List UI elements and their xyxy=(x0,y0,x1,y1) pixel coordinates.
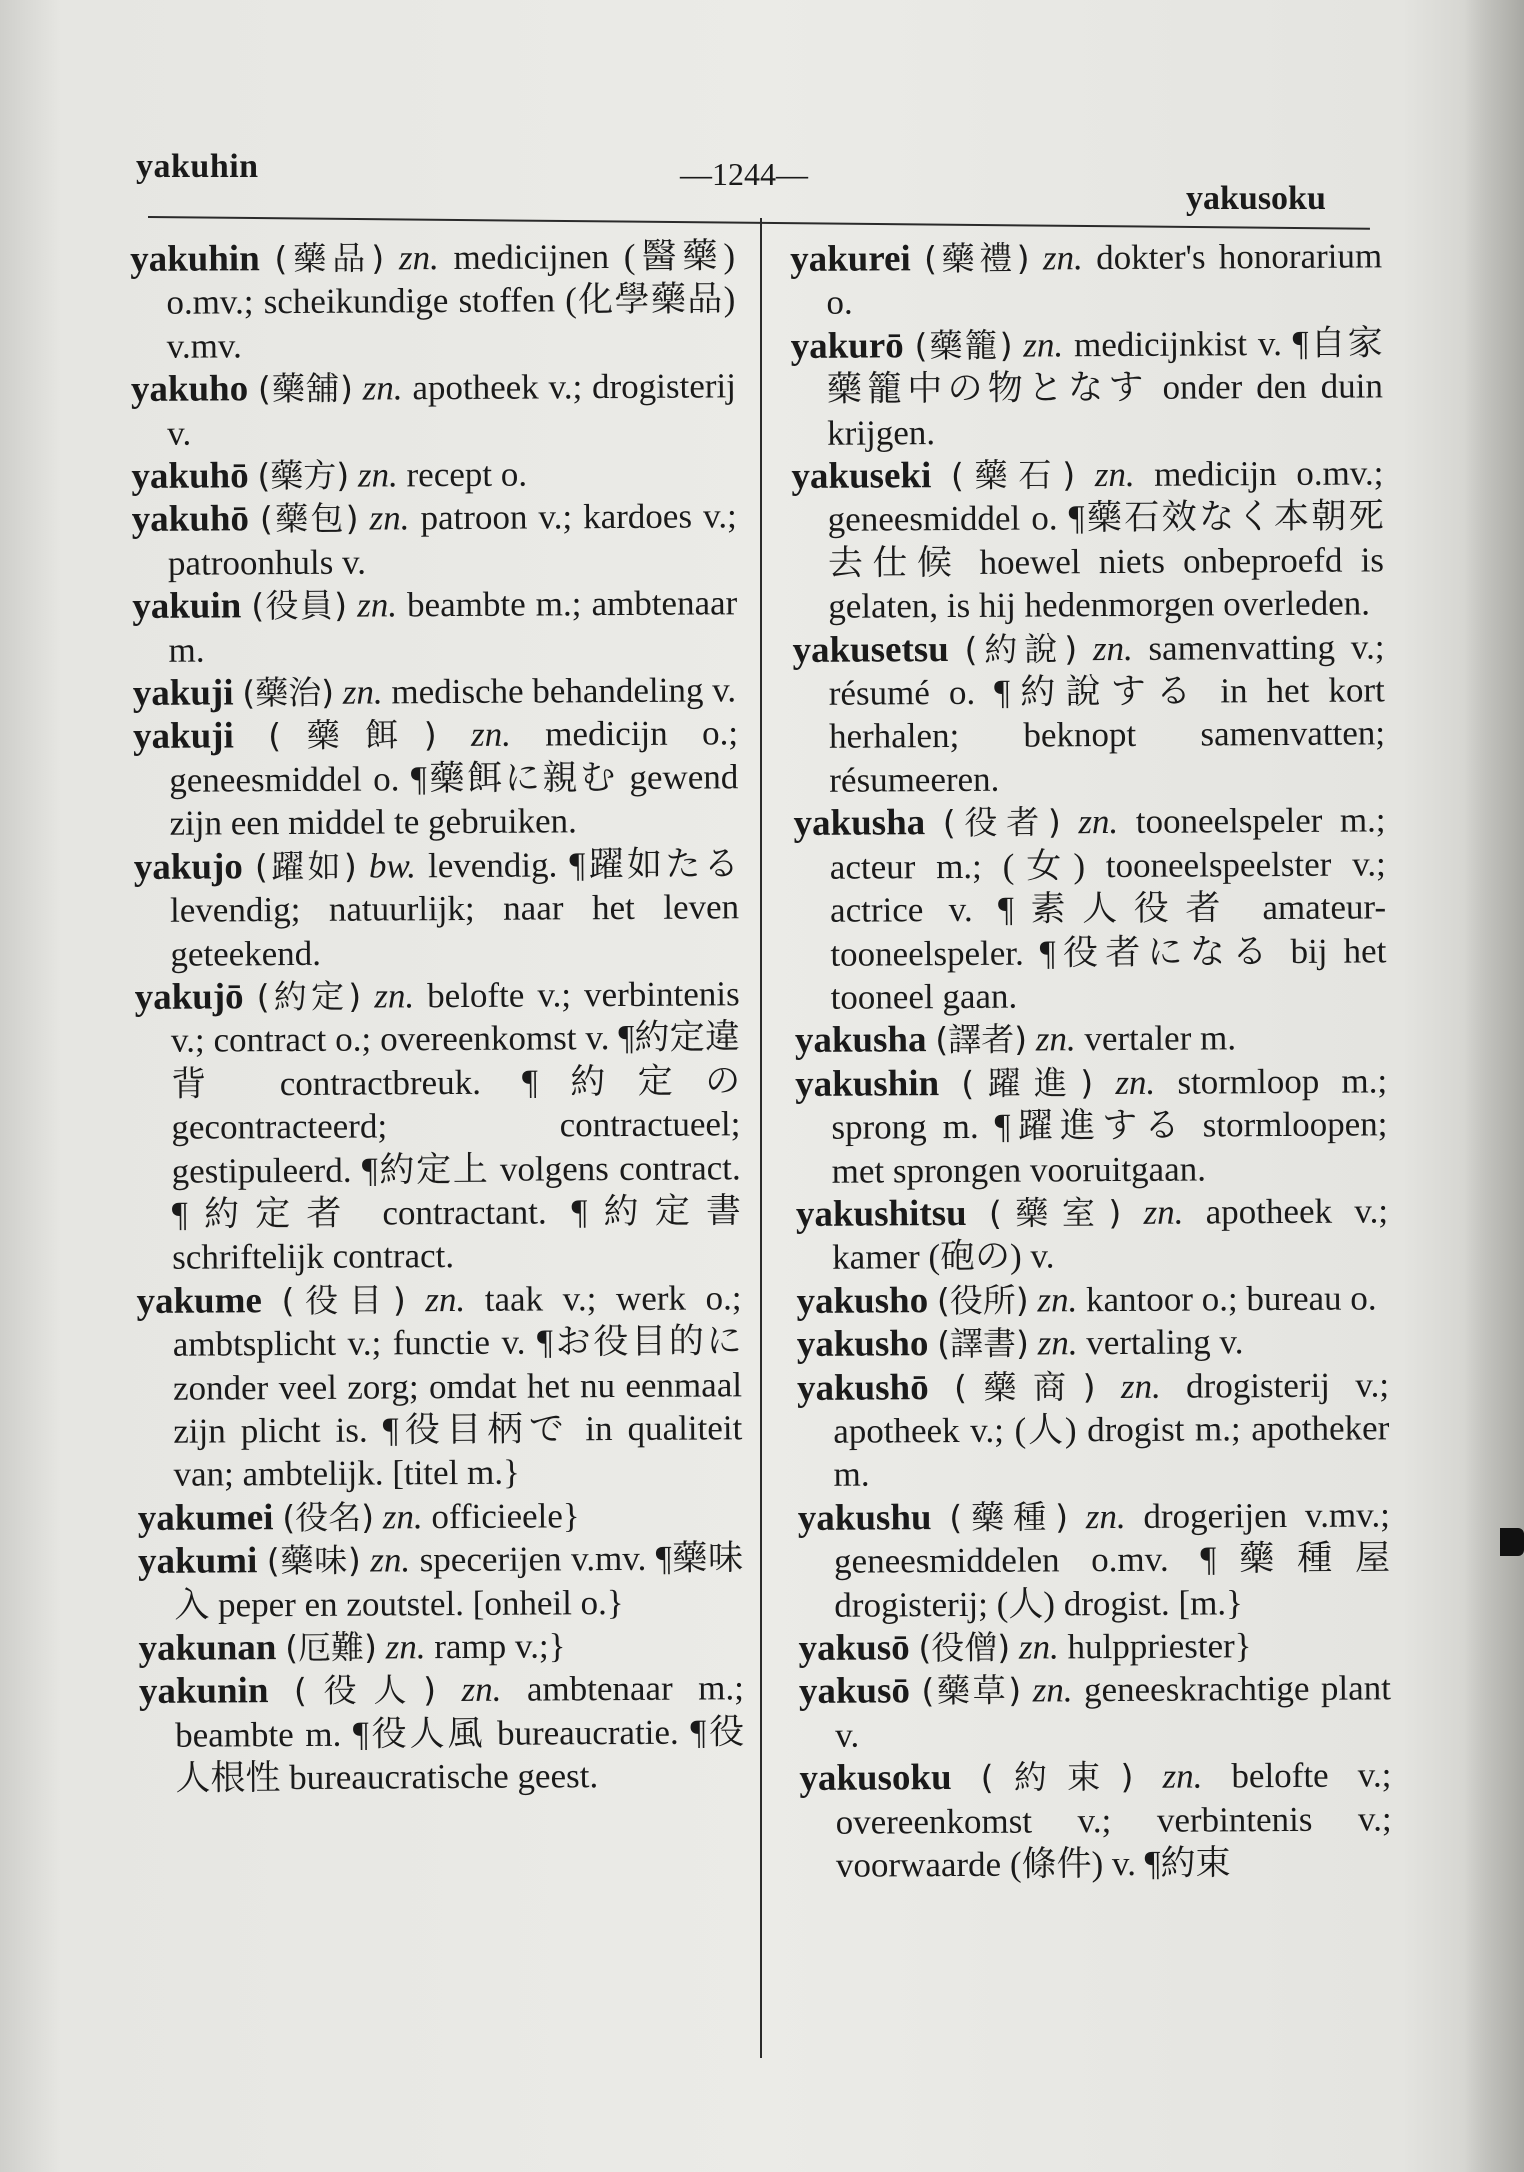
headword: yakusoku xyxy=(799,1757,952,1800)
entry-definition: apotheek v.; kamer (砲の) v. xyxy=(832,1191,1389,1278)
left-column xyxy=(130,234,745,1800)
entry-kanji: (役所) xyxy=(936,1280,1029,1320)
headword: yakuhō xyxy=(131,455,249,498)
entry-definition: belofte v.; verbintenis v.; contract o.; overeenkomst v. ¶約定違背 contractbreuk. ¶約定の gecontracteerd; contractueel; gestipuleerd. ¶約定上 volgens contract. ¶約定者 contractant. ¶約定書 schriftelijk contract. xyxy=(170,974,742,1278)
headword: yakumei xyxy=(137,1496,274,1539)
grammar-label: zn. xyxy=(1120,1366,1161,1406)
dictionary-entry xyxy=(139,1667,745,1801)
entry-definition: drogisterij v.; apotheek v.; (人) drogist m.; apotheker m. xyxy=(833,1364,1390,1495)
entry-kanji: (藥籠) xyxy=(914,325,1013,366)
dictionary-entry xyxy=(791,451,1384,628)
dictionary-entry xyxy=(138,1536,744,1627)
entry-kanji: (藥商) xyxy=(953,1366,1096,1407)
headword: yakunan xyxy=(138,1627,277,1669)
headword: yakusō xyxy=(798,1670,911,1713)
dictionary-entry xyxy=(130,234,736,368)
dictionary-entry xyxy=(131,451,736,498)
dictionary-entry xyxy=(132,582,738,673)
entry-definition: medicijn o.; geneesmiddel o. ¶藥餌に親む gewend zijn een middel te gebruiken. xyxy=(169,713,739,844)
dictionary-entry xyxy=(795,1016,1387,1063)
dictionary-entry xyxy=(796,1189,1389,1279)
grammar-label: zn. xyxy=(357,455,398,495)
dictionary-entry xyxy=(795,1059,1388,1193)
entry-kanji: (約說) xyxy=(964,628,1078,669)
entry-kanji: (譯者) xyxy=(935,1019,1028,1060)
dictionary-entry xyxy=(136,1276,742,1497)
entry-definition: beambte m.; ambtenaar m. xyxy=(168,583,738,670)
entry-kanji: (藥餌) xyxy=(268,715,437,756)
entry-kanji: (役者) xyxy=(942,802,1061,843)
entry-kanji: (役人) xyxy=(293,1670,437,1711)
entry-kanji: (役名) xyxy=(282,1497,375,1537)
grammar-label: zn. xyxy=(1042,238,1083,278)
dictionary-entry xyxy=(131,365,737,456)
entry-kanji: (約定) xyxy=(256,976,362,1017)
dictionary-entry xyxy=(793,799,1386,1020)
entry-definition: belofte v.; overeenkomst v.; verbintenis v.; voorwaarde (條件) v. ¶約束 xyxy=(835,1755,1392,1885)
page-number: —1244— xyxy=(680,156,808,192)
grammar-label: zn. xyxy=(1115,1062,1156,1102)
grammar-label: zn. xyxy=(369,498,410,538)
grammar-label: zn. xyxy=(1035,1019,1076,1059)
headword: yakushō xyxy=(796,1366,929,1409)
grammar-label: zn. xyxy=(470,715,512,755)
headword: yakusha xyxy=(794,1019,927,1062)
entry-definition: samenvatting v.; résumé o. ¶約說する in het kort herhalen; beknopt samenvatten; résumeeren. xyxy=(828,627,1386,800)
entry-kanji: (藥草) xyxy=(921,1671,1022,1711)
entry-definition: geneeskrachtige plant v. xyxy=(835,1668,1392,1755)
entry-definition: hulppriester} xyxy=(1067,1626,1252,1667)
entry-definition: specerijen v.mv. ¶藥味入 peper en zoutstel. [onheil o.} xyxy=(174,1538,744,1625)
entry-definition: patroon v.; kardoes v.; patroonhuls v. xyxy=(167,496,737,583)
grammar-label: zn. xyxy=(1094,454,1135,495)
entry-kanji: (厄難) xyxy=(285,1627,378,1668)
entry-definition: kantoor o.; bureau o. xyxy=(1085,1278,1377,1319)
edge-mark xyxy=(1500,1528,1524,1556)
dictionary-entry xyxy=(133,668,738,715)
grammar-label: zn. xyxy=(1092,628,1133,668)
headword: yakumi xyxy=(137,1540,258,1583)
entry-kanji: (藥禮) xyxy=(923,238,1030,279)
entry-kanji: (藥包) xyxy=(259,499,359,539)
entry-definition: taak v.; werk o.; ambtsplicht v.; functie v. ¶お役目的に zonder veel zorg; omdat het nu eenmaal zijn plicht is. ¶役目柄で in qualiteit van; ambtelijk. [titel m.} xyxy=(172,1278,743,1495)
entry-kanji: (藥石) xyxy=(950,455,1076,496)
headword: yakusho xyxy=(796,1279,929,1322)
grammar-label: zn. xyxy=(1018,1627,1059,1667)
entry-definition: tooneelspeler m.; acteur m.; (女) tooneelspeelster v.; actrice v. ¶素人役者 amateur-tooneelspeler. ¶役者になる bij het tooneel gaan. xyxy=(829,800,1387,1017)
grammar-label: zn. xyxy=(1143,1192,1184,1232)
headword: yakuhō xyxy=(131,498,250,541)
grammar-label: zn. xyxy=(357,585,398,625)
dictionary-entry xyxy=(791,321,1384,455)
entry-definition: medische behandeling v. xyxy=(391,670,737,712)
dictionary-entry xyxy=(798,1493,1391,1627)
entry-kanji: (藥舖) xyxy=(257,368,354,409)
headword: yakuseki xyxy=(791,455,932,498)
entry-kanji: (役僧) xyxy=(918,1627,1011,1668)
grammar-label: zn. xyxy=(425,1279,466,1319)
headword: yakushu xyxy=(797,1496,932,1539)
entry-kanji: (役目) xyxy=(281,1280,406,1320)
headword: yakume xyxy=(136,1279,263,1322)
dictionary-entry xyxy=(797,1320,1389,1367)
entry-definition: dokter's honorarium o. xyxy=(826,236,1383,323)
entry-definition: vertaling v. xyxy=(1086,1322,1244,1363)
right-column xyxy=(790,234,1392,1887)
entry-definition: stormloop m.; sprong m. ¶躍進する stormloopen; met sprongen vooruitgaan. xyxy=(831,1061,1388,1191)
headword: yakuji xyxy=(132,672,234,715)
dictionary-entry xyxy=(798,1623,1390,1670)
grammar-label: zn. xyxy=(1023,325,1064,365)
dictionary-entry xyxy=(799,1754,1392,1888)
running-head-right: yakusoku xyxy=(1186,180,1326,217)
grammar-label: zn. xyxy=(398,238,439,278)
entry-kanji: (藥味) xyxy=(266,1540,361,1581)
dictionary-entry xyxy=(138,1493,743,1540)
entry-definition: medicijnen (醫藥) o.mv.; scheikundige stoffen (化學藥品) v.mv. xyxy=(166,236,736,366)
headword: yakushitsu xyxy=(795,1192,967,1235)
dictionary-entry xyxy=(135,972,742,1280)
entry-definition: recept o. xyxy=(406,454,528,495)
entry-definition: officieele} xyxy=(431,1496,580,1536)
grammar-label: zn. xyxy=(342,672,383,712)
entry-definition: ramp v.;} xyxy=(434,1626,566,1667)
entry-kanji: (藥室) xyxy=(988,1192,1122,1233)
dictionary-entry xyxy=(133,712,739,846)
dictionary-entry xyxy=(797,1363,1390,1497)
grammar-label: zn. xyxy=(1032,1670,1073,1710)
dictionary-entry xyxy=(132,495,738,586)
header-rule xyxy=(148,216,1370,230)
entry-definition: medicijn o.mv.; geneesmiddel o. ¶藥石效なく本朝死去仕候 hoewel niets onbeproefd is gelaten, is hij hedenmorgen overleden. xyxy=(827,453,1385,627)
headword: yakunin xyxy=(138,1670,269,1713)
headword: yakuji xyxy=(132,715,234,758)
entry-kanji: (藥治) xyxy=(242,672,335,713)
headword: yakusha xyxy=(793,802,926,845)
headword: yakuhin xyxy=(130,238,260,280)
headword: yakurei xyxy=(790,238,911,280)
grammar-label: zn. xyxy=(385,1627,426,1667)
entry-definition: apotheek v.; drogisterij v. xyxy=(167,366,737,453)
grammar-label: zn. xyxy=(461,1670,502,1710)
entry-definition: medicijnkist v. ¶自家藥籠中の物となす onder den duin krijgen. xyxy=(826,323,1384,453)
grammar-label: zn. xyxy=(382,1497,423,1537)
headword: yakusetsu xyxy=(792,628,949,671)
entry-kanji: (躍進) xyxy=(961,1062,1094,1103)
dictionary-entry xyxy=(134,842,740,976)
headword: yakurō xyxy=(790,325,904,367)
column-divider xyxy=(760,218,762,2058)
entry-kanji: (躍如) xyxy=(254,846,357,886)
headword: yakujo xyxy=(133,846,243,888)
dictionary-entry xyxy=(799,1667,1392,1757)
dictionary-entry xyxy=(792,625,1385,802)
headword: yakusho xyxy=(796,1323,929,1366)
entry-definition: ambtenaar m.; beambte m. ¶役人風 bureaucratie. ¶役人根性 bureaucratische geest. xyxy=(175,1668,745,1798)
grammar-label: zn. xyxy=(1085,1496,1126,1536)
dictionary-entry xyxy=(790,234,1383,324)
grammar-label: zn. xyxy=(370,1540,411,1580)
entry-definition: drogerijen v.mv.; geneesmiddelen o.mv. ¶藥種屋 drogisterij; (人) drogist. [m.} xyxy=(833,1495,1391,1625)
headword: yakushin xyxy=(795,1062,940,1105)
dictionary-entry xyxy=(138,1623,743,1670)
entry-kanji: (藥方) xyxy=(257,455,350,496)
entry-kanji: (約束) xyxy=(980,1757,1134,1798)
headword: yakuho xyxy=(130,368,249,411)
running-head-left: yakuhin xyxy=(136,148,259,185)
entry-definition: levendig. ¶躍如たる levendig; natuurlijk; naar het leven geteekend. xyxy=(169,843,740,974)
grammar-label: zn. xyxy=(374,976,415,1016)
entry-kanji: (役員) xyxy=(251,585,348,626)
headword: yakujō xyxy=(134,976,244,1018)
entry-kanji: (譯書) xyxy=(937,1323,1030,1364)
grammar-label: zn. xyxy=(1078,802,1119,842)
headword: yakusō xyxy=(798,1627,910,1669)
entry-definition: vertaler m. xyxy=(1084,1018,1237,1059)
page-edge-shadow xyxy=(1464,0,1524,2172)
grammar-label: bw. xyxy=(368,845,417,886)
entry-kanji: (藥種) xyxy=(949,1497,1069,1537)
grammar-label: zn. xyxy=(1037,1280,1078,1320)
grammar-label: zn. xyxy=(1037,1323,1078,1363)
dictionary-entry xyxy=(796,1276,1388,1323)
entry-kanji: (藥品) xyxy=(274,238,385,279)
grammar-label: zn. xyxy=(1162,1756,1203,1796)
headword: yakuin xyxy=(132,585,242,628)
grammar-label: zn. xyxy=(362,368,403,408)
